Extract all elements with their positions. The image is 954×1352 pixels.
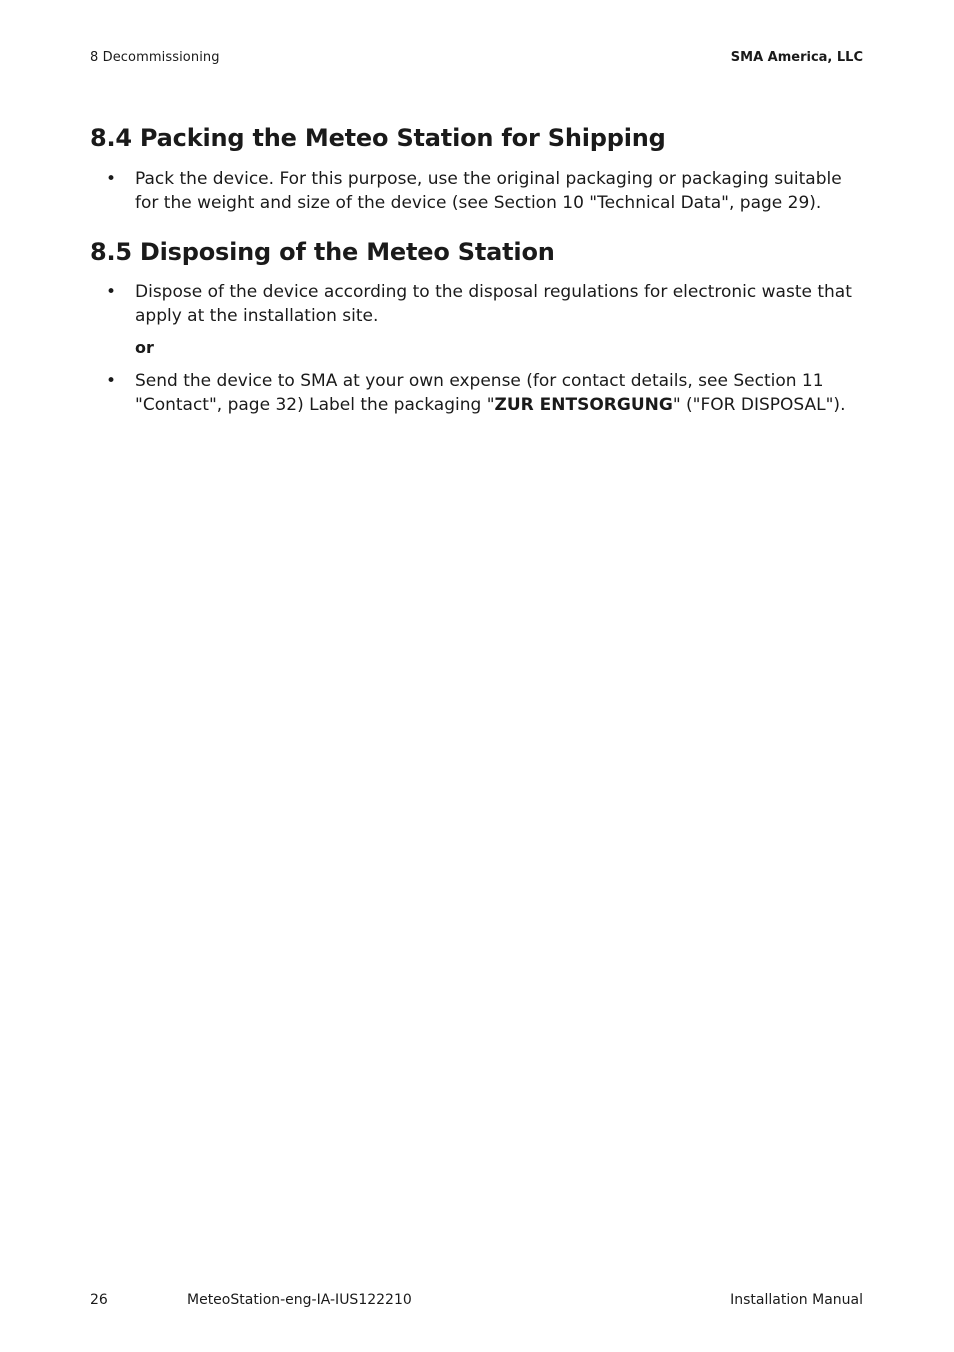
disposal-label-text: ZUR ENTSORGUNG	[494, 395, 673, 415]
bullet-icon: •	[106, 282, 117, 302]
page-number: 26	[90, 1292, 108, 1308]
bullet-icon: •	[106, 169, 117, 189]
list-item	[90, 280, 865, 328]
section-title-text: Packing the Meteo Station for Shipping	[139, 124, 666, 152]
or-separator: or	[135, 338, 154, 357]
bullet-icon: •	[106, 371, 117, 391]
list-item-text-start: Send the device to SMA at your own expense (for contact details, see Section 11 "Contact", page 32) Label the packaging "	[135, 371, 824, 415]
list-item-text-end: " ("FOR DISPOSAL").	[672, 395, 846, 415]
section-number: 8.5	[90, 238, 132, 266]
list-item-text: Dispose of the device according to the disposal regulations for electronic waste that apply at the installation site.	[135, 282, 852, 326]
manual-type: Installation Manual	[730, 1292, 863, 1308]
list-item	[90, 167, 865, 215]
document-id: MeteoStation-eng-IA-IUS122210	[187, 1292, 412, 1308]
running-header-chapter: 8 Decommissioning	[90, 50, 220, 65]
list-item-text: Pack the device. For this purpose, use the original packaging or packaging suitable for the weight and size of the device (see Section 10 "Technical Data", page 29).	[135, 169, 842, 213]
running-header-company: SMA America, LLC	[730, 50, 863, 65]
section-heading-8-4	[90, 124, 666, 152]
list-item-text	[135, 369, 865, 417]
section-number: 8.4	[90, 124, 132, 152]
list-item	[90, 369, 865, 417]
section-title-text: Disposing of the Meteo Station	[139, 238, 555, 266]
section-heading-8-5	[90, 238, 555, 266]
